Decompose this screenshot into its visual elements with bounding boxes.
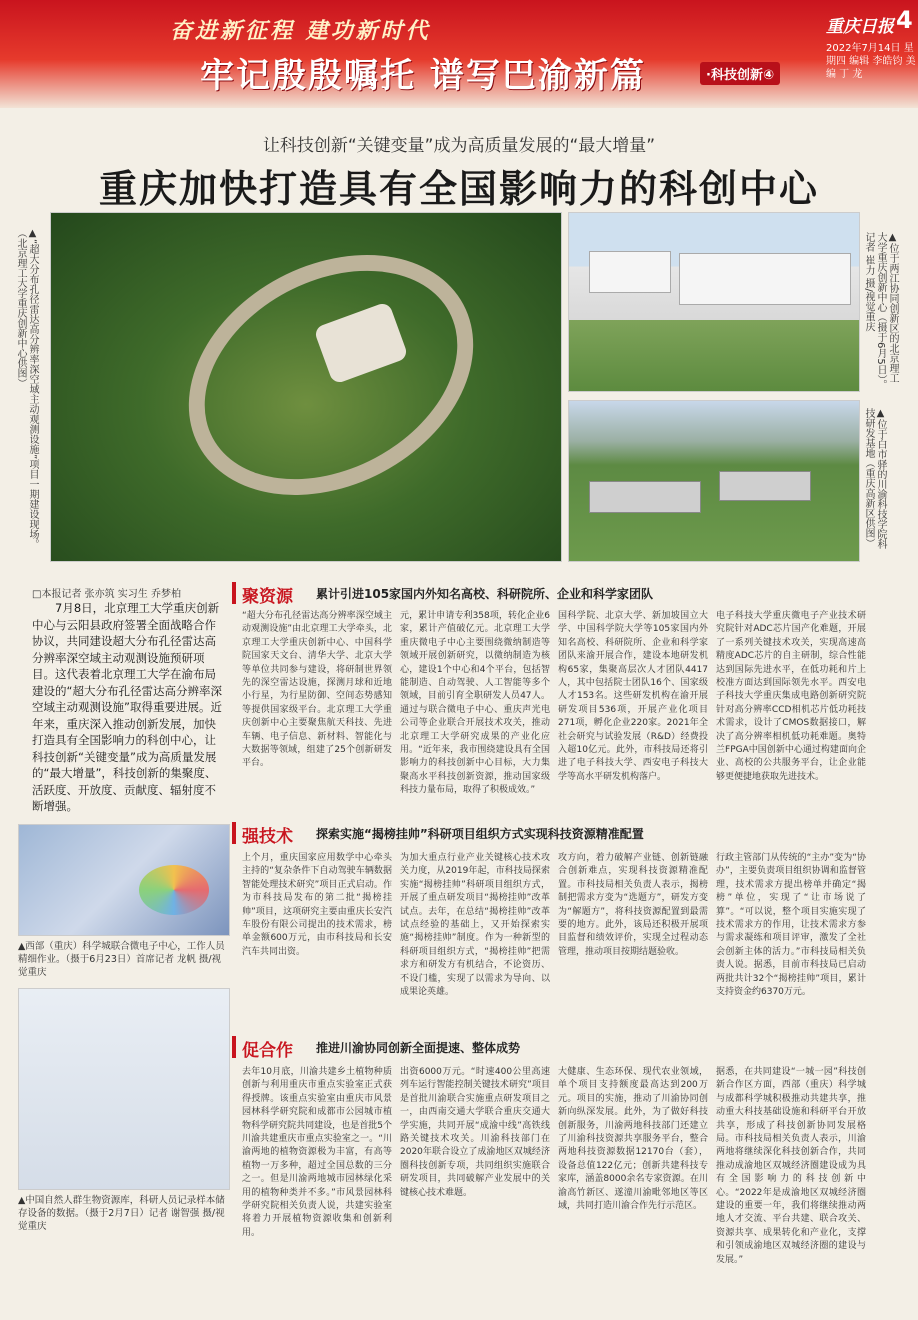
aerial-radar-site-photo bbox=[50, 212, 562, 562]
caption-lab-photo: ▲西部（重庆）科学城联合微电子中心，工作人员精细作业。（摄于6月23日）首席记者 龙帆 摄/视觉重庆 bbox=[18, 941, 225, 978]
body-column: 攻方向，着力破解产业链、创新链融合创新难点，实现科技资源精准配置。市科技局相关负责人表示，揭榜制把需求方变为“选题方”，研发方变为“解题方”，将科技资源配置到最需要的地方。此外，该局还积极开展项目监督和绩效评价，实现全过程动态管理，推动项目按期结题验收。 bbox=[558, 853, 708, 957]
section-marker bbox=[232, 582, 236, 604]
section-header-cooperation bbox=[232, 1036, 872, 1061]
masthead-banner bbox=[0, 0, 918, 108]
date-editor-line: 2022年7月14日 星期四 编辑 李皓钧 美编 丁 龙 bbox=[826, 43, 916, 80]
section-description: 推进川渝协同创新全面提速、整体成势 bbox=[316, 1041, 521, 1055]
section-description: 探索实施“揭榜挂帅”科研项目组织方式实现科技资源精准配置 bbox=[316, 827, 644, 841]
body-column: 行政主管部门从传统的“主办”变为“协办”，主要负责项目组织协调和监督管理，技术需求方提出榜单并确定“揭榜”单位，实现了“让市场说了算”。“可以说，整个项目实施实现了技术需求方的作用，让技术需求方参与需求凝练和项目评审，激发了全社会创新主体的活力。”市科技局相关负责人说。据悉，目前市科技局已启动两批共计32个“揭榜挂帅”项目，累计支持资金约6370万元。 bbox=[716, 853, 866, 998]
section-keyword: 聚资源 bbox=[242, 587, 293, 607]
body-column: 据悉，在共同建设“一城一园”科技创新合作区方面，西部（重庆）科学城与成都科学城积极推动共建共享，推动重大科技基础设施和科研平台开放共享，形成了科技创新协同发展格局。市科技局相关负责人表示，川渝两地将继续深化科技创新合作，共同推动成渝地区双城经济圈建设成为具有全国影响力的科技创新中心。“2022年是成渝地区双城经济圈建设的重要一年，我们将继续推动两地人才交流、平台共建、联合攻关、资源共享、成果转化和产业化，支撑和引领成渝地区双城经济圈的建设与发展。” bbox=[716, 1067, 866, 1265]
greenhouse-roof bbox=[589, 481, 701, 513]
section-keyword: 促合作 bbox=[242, 1041, 293, 1061]
section-description: 累计引进105家国内外知名高校、科研院所、企业和科学家团队 bbox=[316, 587, 654, 601]
section-header-technology bbox=[232, 822, 872, 847]
lead-paragraph: 7月8日，北京理工大学重庆创新中心与云阳县政府签署全面战略合作协议，共同建设超大分布孔径雷达高分辨率深空域主动观测设施预研项目。这代表着北京理工大学在渝布局建设的“超大分布孔径雷达高分辨率深空域主动观测设施”取得重要进展。近年来，重庆深入推动创新发展，加快打造具有全国影响力的科创中心，让科技创新“关键变量”成为高质量发展的“最大增量”，科技创新的集聚度、活跃度、开放度、贡献度、辐射度不断增强。 bbox=[32, 601, 222, 813]
research-base-photo bbox=[568, 400, 860, 562]
silicon-wafer bbox=[139, 865, 209, 915]
body-column: 元，累计申请专利358项，转化企业6家，累计产值破亿元。北京理工大学重庆微电子中心主要围绕微纳制造等领域开展创新研究，以微纳制造为核心，建设1个中心和4个平台，包括智能制造、自动驾驶、人工智能等多个领域，目前引育全职研发人员47人。通过与联合微电子中心、重庆声光电公司等企业联合开展技术攻关，推动北京理工大学研究成果的产业化应用。“近年来，我市围绕建设具有全国影响力的科技创新中心目标，大力集聚高水平科技创新资源，推动国家级科技力量布局，取得了积极成效。” bbox=[400, 611, 550, 796]
innovation-center-building-photo bbox=[568, 212, 860, 392]
greenhouse-roof bbox=[719, 471, 811, 501]
body-column: 上个月，重庆国家应用数学中心牵头主持的“复杂条件下自动驾驶车辆数据智能处理技术研究”项目正式启动。作为市科技局发布的第二批“揭榜挂帅”项目，这项研究主要由重庆长安汽车股份有限公司提出的技术需求，榜单金额600万元，由市科技局和长安汽车共同出资。 bbox=[242, 853, 392, 957]
caption-top-right-photo: ▲位于两江协同创新区的北京理工大学重庆创新中心（摄于6月5日）。记者 崔力 摄/视觉重庆 bbox=[863, 232, 898, 390]
body-column: 国科学院、北京大学、新加坡国立大学、中国科学院大学等105家国内外知名高校、科研院所、企业和科学家团队来渝开展合作，建设本地研发机构65家，集聚高层次人才团队4417人，其中包括院士团队16个、国家级人才153名。这些研发机构在渝开展研发项目536项，开展产业化项目271项，孵化企业220家。2021年全社会研究与试验发展（R&D）经费投入超10亿元。此外，市科技局还将引进了电子科技大学、西安电子科技大学等高水平研发机构落户。 bbox=[558, 611, 708, 782]
building-block bbox=[589, 251, 671, 293]
masthead-slogan: 奋进新征程 建功新时代 bbox=[170, 18, 431, 44]
newspaper-name: 重庆日报 bbox=[826, 17, 894, 37]
masthead-headline: 牢记殷殷嘱托 谱写巴渝新篇 bbox=[200, 56, 646, 96]
article-subtitle: 让科技创新“关键变量”成为高质量发展的“最大增量” bbox=[262, 136, 656, 156]
body-column: 为加大重点行业产业关键核心技术攻关力度，从2019年起，市科技局探索实施“揭榜挂帅”科研项目组织方式，开展了重点研发项目“揭榜挂帅”改革试点。去年，在总结“揭榜挂帅”改革试点经验的基础上，又开始探索实施“揭榜挂帅”制度。作为一种新型的科研项目组织方式，“揭榜挂帅”把需求方和研发方有机结合，不论资历、不设门槛，实现了以需求为导向、以成果论英雄。 bbox=[400, 853, 550, 998]
series-badge: ·科技创新④ bbox=[700, 62, 780, 85]
section-marker bbox=[232, 822, 236, 844]
caption-main-photo: ▲“超大分布孔径雷达高分辨率深空域主动观测设施”项目一期建设现场。（北京理工大学重庆创新中心供图） bbox=[15, 228, 38, 550]
section-marker bbox=[232, 1036, 236, 1058]
section-header-resources bbox=[232, 582, 872, 607]
body-column: 大健康、生态环保、现代农业领域，单个项目支持额度最高达到200万元。项目的实施，推动了川渝协同创新向纵深发展。此外，为了做好科技创新服务，川渝两地科技部门还建立了川渝科技资源共享服务平台，整合两地科技资源数据12170台（套），设备总值122亿元；创新共建科技专家库，涵盖8000余名专家资源。在川渝高竹新区、遂潼川渝毗邻地区等区域，共同打造川渝合作先行示范区。 bbox=[558, 1067, 708, 1212]
caption-biobank-photo: ▲中国自然人群生物资源库，科研人员记录样本储存设备的数据。（摄于2月7日）记者 谢智强 摄/视觉重庆 bbox=[18, 1195, 225, 1232]
lab-worker-photo bbox=[18, 824, 230, 936]
body-column: 电子科技大学重庆微电子产业技术研究院针对ADC芯片国产化难题，开展了一系列关键技术攻关，实现高速高精度ADC芯片的自主研制，综合性能达到国际先进水平，在低功耗和片上校准方面达到国际领先水平。西安电子科技大学重庆集成电路创新研究院针对高分辨率CCD相机芯片低功耗技术需求，设计了CMOS数据接口，解决了高分辨率相机低功耗难题。奥特兰FPGA中国创新中心通过构建面向企业、高校的公共服务平台，让企业能够更便捷地获取先进技术。 bbox=[716, 611, 866, 782]
article-title: 重庆加快打造具有全国影响力的科创中心 bbox=[98, 167, 819, 211]
caption-mid-right-photo: ▲位于白市驿的川渝科技学院科技研发基地（重庆高新区供图） bbox=[863, 408, 886, 549]
section-keyword: 强技术 bbox=[242, 827, 293, 847]
page-number: 4 bbox=[896, 6, 913, 34]
biobank-lab-photo bbox=[18, 988, 230, 1190]
body-column: 去年10月底，川渝共建乡土植物种质创新与利用重庆市重点实验室正式获得授牌。该重点实验室由重庆市风景园林科学研究院和成都市公园城市植物科学研究院共同建设，也是首批5个川渝共建重庆市重点实验室之一。“川渝两地的植物资源极为丰富，有高等植物一万多种，超过全国总数的三分之一。但是川渝两地城市园林绿化采用的植物种类并不多。”市风景园林科学研究院相关负责人说，共建实验室将着力开展植物资源收集和创新利用。 bbox=[242, 1067, 392, 1238]
building-block bbox=[679, 253, 851, 305]
body-column: 出资6000万元。“时速400公里高速列车运行智能控制关键技术研究”项目是首批川渝联合实施重点研发项目之一，由西南交通大学联合重庆交通大学实施，共同开展“成渝中线”高铁线路关键技术攻关。川渝科技部门在2020年联合设立了成渝地区双城经济圈科技创新专项，共同组织实施联合研发项目，共同破解产业发展中的关键核心技术难题。 bbox=[400, 1067, 550, 1198]
reporter-byline: □本报记者 张亦筑 实习生 乔梦柏 bbox=[32, 589, 181, 600]
body-column: “超大分布孔径雷达高分辨率深空域主动观测设施”由北京理工大学牵头，北京理工大学重庆创新中心、中国科学院国家天文台、清华大学、北京大学等单位共同参与建设，将研制世界领先的深空雷达设施，探测月球和近地小行星，为行星防御、空间态势感知等提供国家级平台。北京理工大学重庆创新中心主要聚焦航天科技、先进车辆、电子信息、新材料、智能化与大数据等领域，组建了25个创新研发平台。 bbox=[242, 611, 392, 769]
